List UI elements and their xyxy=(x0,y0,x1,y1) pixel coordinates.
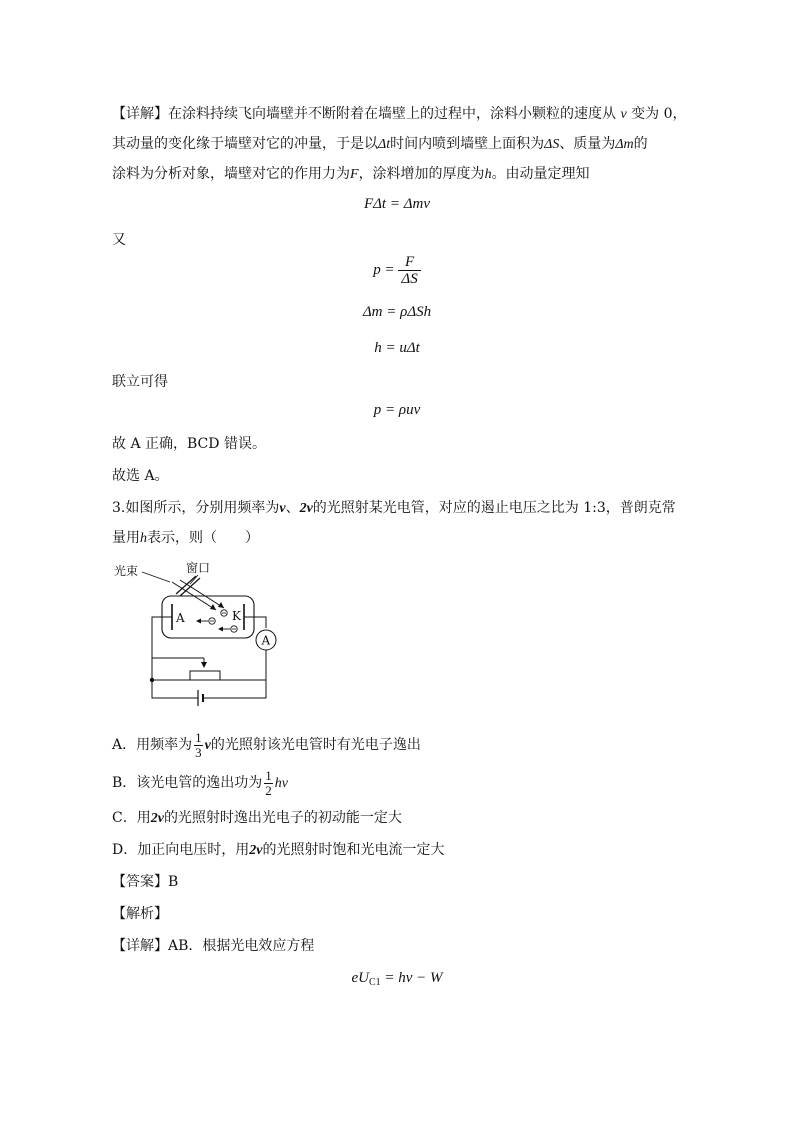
detail-label: 【详解】 xyxy=(112,106,168,122)
answer-label: 【答案】 xyxy=(112,874,168,890)
detail2-label: 【详解】 xyxy=(112,938,168,954)
paragraph-line-3: 涂料为分析对象，墙壁对它的作用力为F，涂料增加的厚度为h。由动量定理知 xyxy=(112,166,590,182)
detail2-line: 【详解】AB．根据光电效应方程 xyxy=(112,938,315,954)
equation-photoelectric: $eU_{C1} = h\nu - W$ xyxy=(351,970,443,988)
paragraph-line-2: 其动量的变化缘于墙壁对它的冲量，于是以Δt时间内喷到墙壁上面积为ΔS、质量为Δm的 xyxy=(112,136,648,152)
answer-line xyxy=(112,872,178,892)
again-text: 又 xyxy=(112,232,126,248)
pressure-fraction: $\frac{F}{\Delta S}$ xyxy=(398,254,420,287)
equation-mass: Δm = ρΔSh xyxy=(362,304,432,320)
question3-line-2: 量用h表示，则（ ） xyxy=(112,530,259,546)
combine-text: 联立可得 xyxy=(112,374,168,390)
left-wire xyxy=(150,617,172,680)
battery-wire-right xyxy=(203,680,266,698)
option-a: A．用频率为 $\frac{1}{3}$ ν的光照射该光电管时有光电子逸出 xyxy=(112,729,421,760)
light-ray-2 xyxy=(180,580,224,608)
right-wire-top xyxy=(244,617,266,628)
battery-wire-left xyxy=(152,680,198,698)
analysis-label: 【解析】 xyxy=(112,906,168,922)
photoelectric-circuit-diagram xyxy=(112,558,282,710)
anode-label: A xyxy=(176,611,185,625)
rheostat xyxy=(190,671,220,680)
equation-thickness: h = uΔt xyxy=(374,340,420,356)
equation-pressure: p = $\frac{F}{\Delta S}$ xyxy=(0,254,794,287)
beam-label: 光束 xyxy=(114,564,139,578)
option-d: D．加正向电压时，用2ν的光照射时饱和光电流一定大 xyxy=(112,842,445,858)
option-b-fraction: $\frac{1}{2}$ xyxy=(265,767,272,798)
equation-result: p = ρuv xyxy=(373,402,421,418)
beam-leader-line xyxy=(142,572,170,582)
conclusion-line-1: 故 A 正确，BCD 错误。 xyxy=(112,436,266,452)
question3-line-1: 3.如图所示，分别用频率为ν、2ν的光照射某光电管，对应的遏止电压之比为 1:3，普朗克常 xyxy=(112,500,676,516)
option-c: C．用2ν的光照射时逸出光电子的初动能一定大 xyxy=(112,810,402,826)
equation-impulse: FΔt = Δmv xyxy=(363,196,431,212)
ammeter-label: A xyxy=(261,633,271,648)
slider-arrow xyxy=(201,662,207,668)
answer-value: B xyxy=(168,874,179,890)
analysis-line xyxy=(112,904,168,924)
cathode-label: K xyxy=(232,609,241,623)
paragraph-line-1: 【详解】在涂料持续飞向墙壁并不断附着在墙壁上的过程中，涂料小颗粒的速度从 v 变为 0， xyxy=(112,106,687,122)
window-label: 窗口 xyxy=(186,561,211,575)
option-b: B．该光电管的逸出功为 $\frac{1}{2}$ hν xyxy=(112,767,289,798)
option-a-fraction: $\frac{1}{3}$ xyxy=(195,729,202,760)
junction-dot xyxy=(150,678,154,682)
conclusion-line-2: 故选 A。 xyxy=(112,468,169,484)
